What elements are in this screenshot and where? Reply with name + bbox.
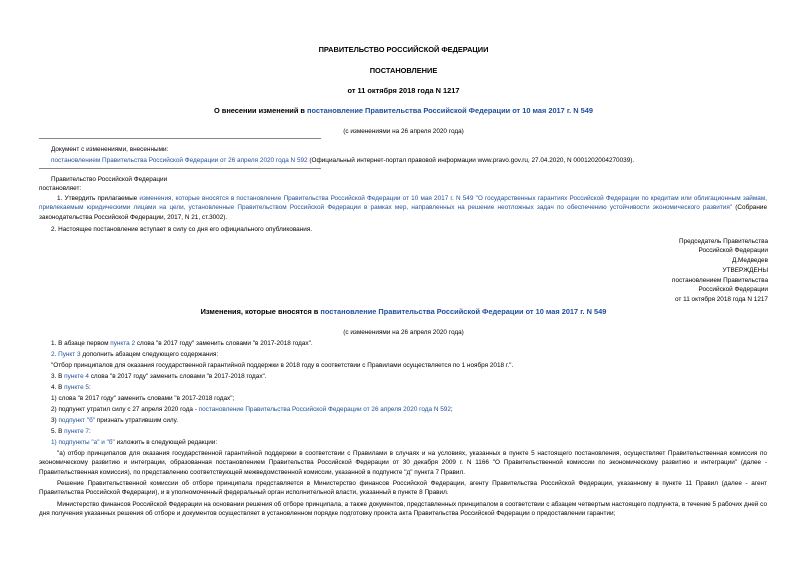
changes-reference	[51, 156, 634, 165]
title-link[interactable]: постановление Правительства Российской Федерации от 10 мая 2017 г. N 549	[307, 106, 593, 115]
item-5-sub-1	[51, 438, 217, 447]
signature-line1: Председатель Правительства	[679, 238, 768, 245]
signature-name: Д.Медведев	[731, 257, 768, 264]
item-5-text: 5. В	[51, 428, 65, 435]
title-prefix: О внесении изменений в	[213, 106, 308, 115]
item-4-sub-2	[51, 405, 453, 414]
item-1	[51, 339, 313, 348]
item-5-link[interactable]: пункте 7	[64, 428, 89, 435]
changes-title-prefix: Изменения, которые вносятся в	[200, 307, 321, 316]
changes-label: Документ с изменениями, внесенными:	[51, 146, 169, 153]
p1-text-end: (Собрание законодательства Российской Федерации, 2017, N 21, ст.3002).	[39, 204, 767, 221]
body-paragraph-a: "а) отбор принципалов для оказания государственной гарантийной поддержки в соответствии с Правилами в случаях и на условиях, указанных в пункте 5 настоящего постановления, осуществляет Правительственная комиссия по экономическому развитию и интеграции, образованная постановлением Правительства Российской Федерации от 30 декабря 2009 г. N 1166 "О Правительственной комиссии по экономическому развитию и интеграции" (далее - Правительственная комиссия), по представлению соответствующей межведомственной комиссии, указанной в подпункте "д" пункта 7 Правил.	[39, 450, 767, 476]
document-date: от 11 октября 2018 года N 1217	[347, 86, 460, 95]
item-3-rest: слова "в 2017 году" заменить словами "в 2017-2018 годах".	[88, 373, 267, 380]
item-3	[51, 372, 267, 381]
item-3-link[interactable]: пункте 4	[64, 373, 89, 380]
divider	[39, 168, 321, 169]
document-type: ПОСТАНОВЛЕНИЕ	[369, 66, 438, 75]
item-5-rest: :	[88, 428, 91, 435]
item-4-sub-3-text: 3)	[51, 417, 59, 424]
approved-date: от 11 октября 2018 года N 1217	[675, 296, 768, 303]
paragraph-2: 2. Настоящее постановление вступает в силу со дня его официального опубликования.	[51, 226, 313, 233]
body-paragraph-decision: Решение Правительственной комиссии об отборе принципала представляется в Министерство финансов Российской Федерации, агенту Правительства Российской Федерации, указанному в пункте 11 Правил (далее - агент Правительства Российской Федерации), и в уполномоченный федеральный орган исполнительной власти, указанный в пункте 8 Правил.	[39, 480, 767, 497]
item-2	[51, 350, 218, 359]
p1-link[interactable]: изменения, которые вносятся в постановление Правительства Российской Федерации от 10 мая 2017 г. N 549 "О государственных гарантиях Российской Федерации по кредитам или облигационным займам, привлекаемым юридическими лицами на цели, установленные Правительством Российской Федерации в рамках мер, направленных на решение неотложных задач по обеспечению устойчивости экономического развития"	[39, 195, 767, 212]
changes-link[interactable]: постановлением Правительства Российской Федерации от 26 апреля 2020 года N 592	[51, 157, 308, 164]
item-3-text: 3. В	[51, 373, 65, 380]
changes-rest: (Официальный интернет-портал правовой информации www.pravo.gov.ru, 27.04.2020, N 0001202004270039).	[307, 157, 635, 164]
p1-text: 1. Утвердить прилагаемые	[57, 195, 140, 202]
preamble-line2: постановляет:	[39, 185, 82, 192]
item-4-link[interactable]: пункте 5	[64, 384, 89, 391]
item-4-rest: :	[88, 384, 91, 391]
item-4-sub-3-link[interactable]: подпункт "б"	[58, 417, 96, 424]
item-4-sub-3	[51, 416, 178, 425]
preamble-line1: Правительство Российской Федерации	[51, 176, 168, 183]
amended-note: (с изменениями на 26 апреля 2020 года)	[343, 128, 464, 135]
approved-line3: Российской Федерации	[698, 286, 768, 293]
government-name: ПРАВИТЕЛЬСТВО РОССИЙСКОЙ ФЕДЕРАЦИИ	[318, 45, 489, 54]
amended-note-2: (с изменениями на 26 апреля 2020 года)	[343, 329, 464, 336]
item-4-sub-2-text: 2) подпункт утратил силу с 27 апреля 2020 года -	[51, 406, 199, 413]
item-1-link[interactable]: пункта 2	[110, 340, 136, 347]
item-5-sub-1-rest: изложить в следующей редакции:	[114, 439, 218, 446]
divider	[39, 138, 321, 139]
approved-line2: постановлением Правительства	[672, 277, 768, 284]
item-1-text: 1. В абзаце первом	[51, 340, 111, 347]
signature-line2: Российской Федерации	[698, 247, 768, 254]
item-4	[51, 383, 91, 392]
item-4-sub-1: 1) слова "в 2017 году" заменить словами "в 2017-2018 годах";	[51, 395, 235, 402]
item-2-link[interactable]: 2. Пункт 3	[51, 351, 81, 358]
item-4-sub-2-end: ;	[450, 406, 453, 413]
item-5	[51, 427, 91, 436]
approved-label: УТВЕРЖДЕНЫ	[722, 267, 768, 274]
item-4-text: 4. В	[51, 384, 65, 391]
item-2-quote: "Отбор принципалов для оказания государственной гарантийной поддержки в 2018 году в соответствии с Правилами осуществляется по 1 ноября 2018 г.".	[51, 362, 514, 369]
item-4-sub-2-link[interactable]: постановление Правительства Российской Федерации от 26 апреля 2020 года N 592	[198, 406, 451, 413]
item-2-rest: дополнить абзацем следующего содержания:	[80, 351, 219, 358]
paragraph-1	[39, 194, 767, 222]
changes-title	[0, 307, 807, 316]
body-paragraph-minfin: Министерство финансов Российской Федерации на основании решения об отборе принципала, а также документов, представленных принципалом в соответствии с абзацем четвертым настоящего подпункта, в течение 5 рабочих дней со дня получения указанных решения об отборе и документов осуществляет в установленном порядке подготовку проекта акта Правительства Российской Федерации о предоставлении гарантии;	[39, 501, 767, 518]
item-4-sub-3-rest: признать утратившим силу.	[95, 417, 178, 424]
item-5-sub-1-link[interactable]: 1) подпункты "а" и "б"	[51, 439, 115, 446]
document-title	[0, 106, 807, 115]
changes-title-link[interactable]: постановление Правительства Российской Федерации от 10 мая 2017 г. N 549	[320, 307, 607, 316]
item-1-rest: слова "в 2017 году" заменить словами "в 2017-2018 годах".	[135, 340, 313, 347]
